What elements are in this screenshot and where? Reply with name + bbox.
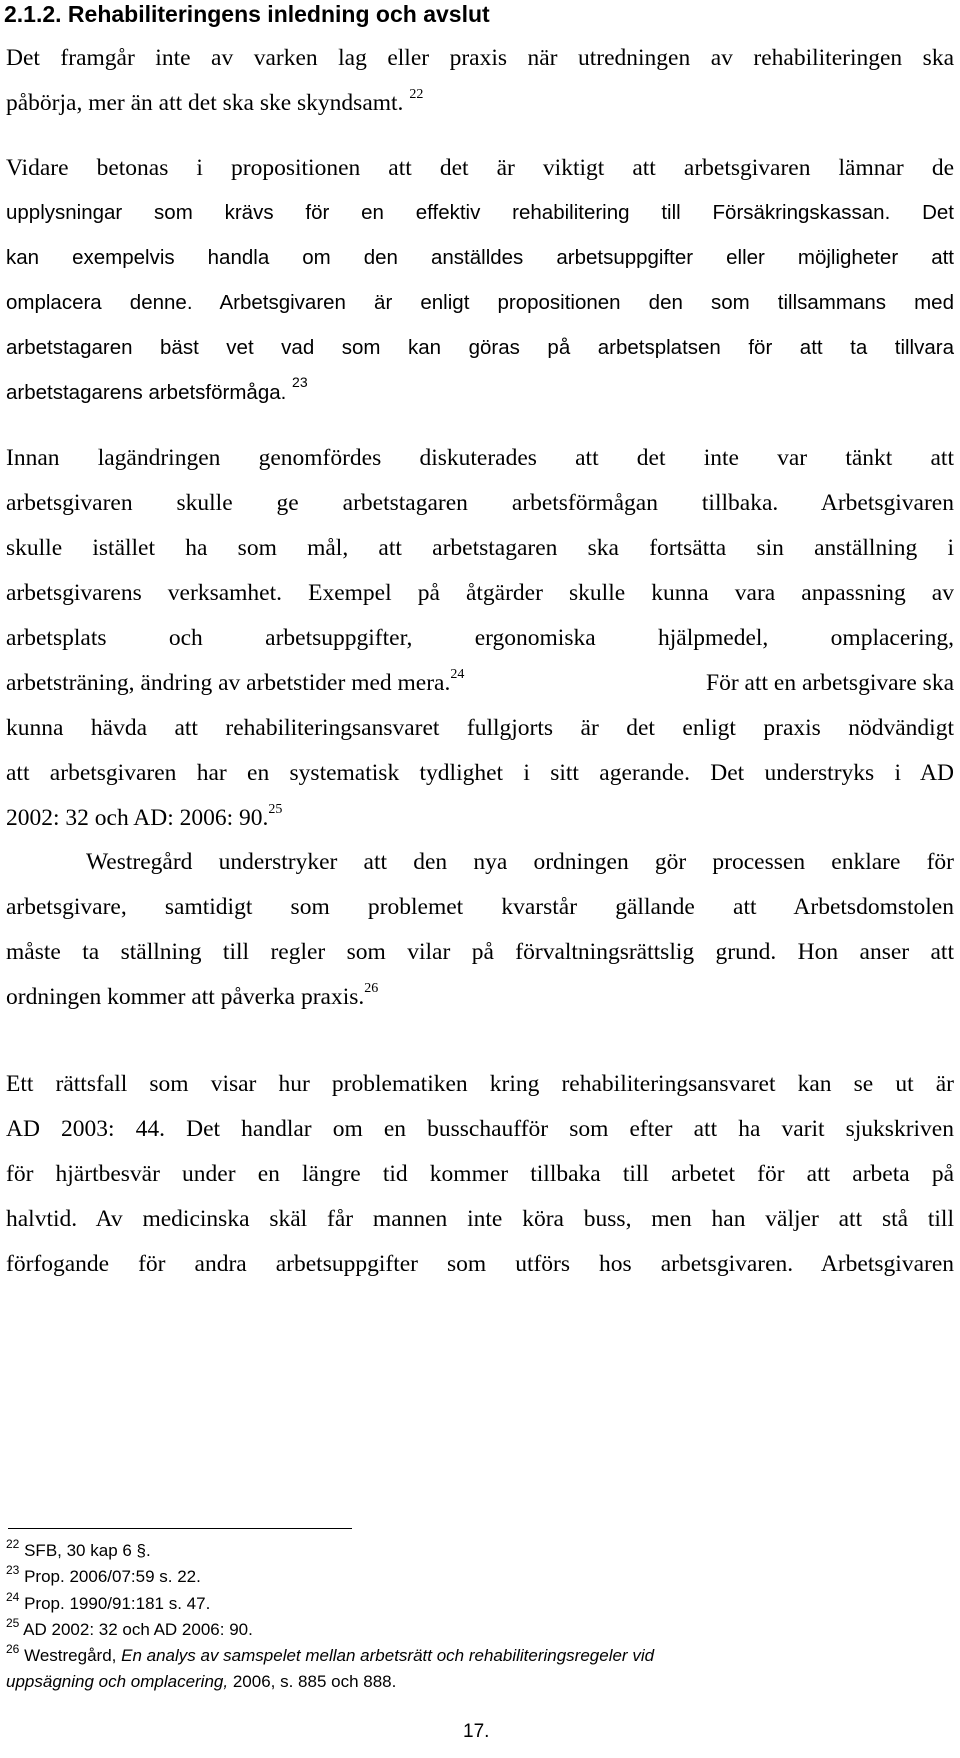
paragraph-1-text: påbörja, mer än att det ska ske skyndsamt.: [6, 90, 404, 116]
footnote-number: 24: [6, 1590, 20, 1604]
paragraph-3-line-6: [6, 668, 954, 698]
paragraph-4-text: ordningen kommer att påverka praxis.: [6, 984, 365, 1010]
footnote-22: [6, 1537, 151, 1562]
footnote-text: Prop. 1990/91:181 s. 47.: [24, 1594, 211, 1613]
footnote-text: 2006, s. 885 och 888.: [228, 1672, 397, 1691]
footnote-ref-22: 22: [409, 87, 424, 102]
footnote-26: [6, 1642, 655, 1667]
paragraph-3-line-9: [6, 803, 282, 833]
footnote-25: [6, 1616, 253, 1641]
paragraph-2-line-1: Vidare betonas i propositionen att det är viktigt att arbetsgivaren lämnar de: [6, 155, 954, 181]
footnote-number: 23: [6, 1563, 20, 1577]
paragraph-5-line-5: förfogande för andra arbetsuppgifter som utförs hos arbetsgivaren. Arbetsgivaren: [6, 1251, 954, 1277]
paragraph-4-line-3: måste ta ställning till regler som vilar på förvaltningsrättslig grund. Hon anser att: [6, 939, 954, 965]
paragraph-3-line-4: arbetsgivarens verksamhet. Exempel på åtgärder skulle kunna vara anpassning av: [6, 580, 954, 606]
footnote-24: [6, 1590, 211, 1615]
footnote-ref-25: 25: [268, 802, 283, 817]
footnote-23: [6, 1563, 201, 1588]
footnote-26-continued: [6, 1671, 396, 1693]
paragraph-3-line-2: arbetsgivaren skulle ge arbetstagaren arbetsförmågan tillbaka. Arbetsgivaren: [6, 490, 954, 516]
section-heading: 2.1.2. Rehabiliteringens inledning och avslut: [4, 1, 490, 27]
paragraph-4-line-4: [6, 982, 378, 1012]
paragraph-2-line-6: [6, 374, 308, 408]
paragraph-5-line-4: halvtid. Av medicinska skäl får mannen inte köra buss, men han väljer att stå till: [6, 1206, 954, 1232]
paragraph-3-line-6-start: [6, 668, 464, 698]
paragraph-2-line-4: omplacera denne. Arbetsgivaren är enligt propositionen den som tillsammans med: [6, 291, 954, 314]
footnote-text: Prop. 2006/07:59 s. 22.: [24, 1567, 201, 1586]
footnote-title: En analys av samspelet mellan arbetsrätt och rehabiliteringsregeler vid: [121, 1646, 655, 1665]
footnote-text: Westregård,: [24, 1646, 122, 1665]
footnote-separator: [8, 1528, 352, 1529]
paragraph-1-line-1: Det framgår inte av varken lag eller praxis när utredningen av rehabiliteringen ska: [6, 45, 954, 71]
page-number: 17.: [463, 1721, 490, 1742]
paragraph-5-line-2: AD 2003: 44. Det handlar om en busschaufför som efter att ha varit sjukskriven: [6, 1116, 954, 1142]
paragraph-3-line-5: arbetsplats och arbetsuppgifter, ergonomiska hjälpmedel, omplacering,: [6, 625, 954, 651]
paragraph-3-line-3: skulle istället ha som mål, att arbetstagaren ska fortsätta sin anställning i: [6, 535, 954, 561]
paragraph-3-text-c: 2002: 32 och AD: 2006: 90.: [6, 805, 269, 831]
footnote-ref-23: 23: [292, 374, 308, 390]
paragraph-3-text-a: arbetsträning, ändring av arbetstider med mera.: [6, 670, 451, 696]
footnote-number: 26: [6, 1642, 20, 1656]
footnote-text: AD 2002: 32 och AD 2006: 90.: [23, 1620, 253, 1639]
paragraph-3-line-8: att arbetsgivaren har en systematisk tydlighet i sitt agerande. Det understryks i AD: [6, 760, 954, 786]
paragraph-3-line-1: Innan lagändringen genomfördes diskuterades att det inte var tänkt att: [6, 445, 954, 471]
paragraph-2-line-5: arbetstagaren bäst vet vad som kan göras på arbetsplatsen för att ta tillvara: [6, 336, 954, 359]
footnote-ref-26: 26: [364, 981, 379, 996]
footnote-number: 25: [6, 1616, 20, 1630]
paragraph-2-line-2: upplysningar som krävs för en effektiv rehabilitering till Försäkringskassan. Det: [6, 201, 954, 224]
footnote-title-continued: uppsägning och omplacering,: [6, 1672, 229, 1691]
paragraph-5-line-3: för hjärtbesvär under en längre tid kommer tillbaka till arbetet för att arbeta på: [6, 1161, 954, 1187]
paragraph-5-line-1: Ett rättsfall som visar hur problematiken kring rehabiliteringsansvaret kan se ut är: [6, 1071, 954, 1097]
footnote-text: SFB, 30 kap 6 §.: [24, 1541, 151, 1560]
footnote-ref-24: 24: [450, 667, 465, 682]
paragraph-2-text: arbetstagarens arbetsförmåga.: [6, 381, 287, 404]
paragraph-3-text-b: För att en arbetsgivare ska: [700, 670, 954, 696]
paragraph-2-line-3: kan exempelvis handla om den anställdes arbetsuppgifter eller möjligheter att: [6, 246, 954, 269]
paragraph-4-line-2: arbetsgivare, samtidigt som problemet kvarstår gällande att Arbetsdomstolen: [6, 894, 954, 920]
paragraph-1-line-2: [6, 88, 423, 118]
paragraph-3-line-7: kunna hävda att rehabiliteringsansvaret fullgjorts är det enligt praxis nödvändigt: [6, 715, 954, 741]
paragraph-4-line-1: Westregård understryker att den nya ordningen gör processen enklare för: [86, 849, 954, 875]
footnote-number: 22: [6, 1537, 20, 1551]
